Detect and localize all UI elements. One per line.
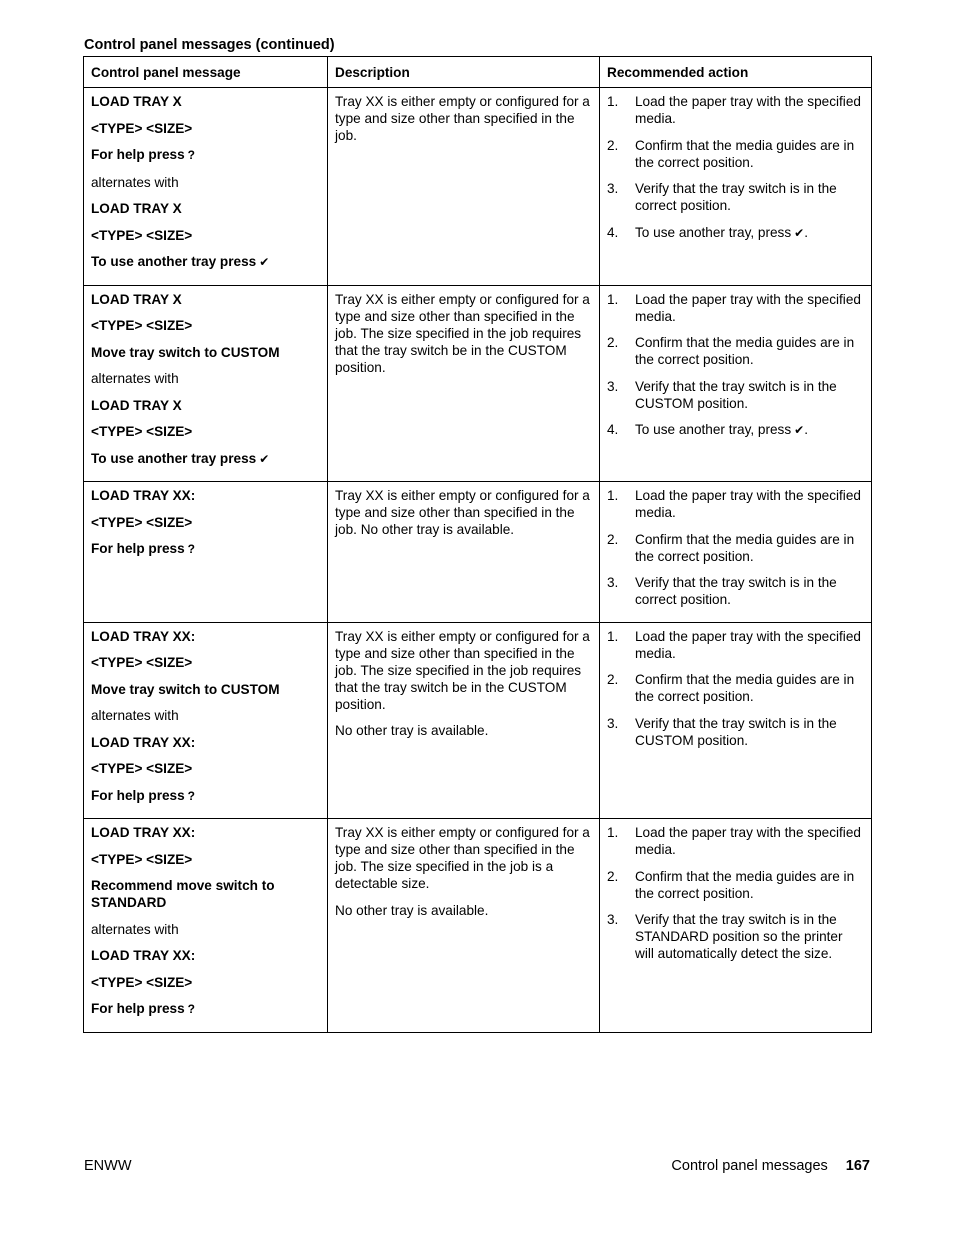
action-item (607, 137, 864, 171)
message-line-text: For help press (91, 787, 185, 803)
action-text: Confirm that the media guides are in the correct position. (635, 335, 855, 367)
action-suffix: . (804, 224, 808, 240)
checkmark-icon: ✔ (259, 255, 270, 269)
message-cell (84, 285, 328, 482)
action-item (607, 824, 864, 858)
message-line-text: To use another tray press (91, 450, 257, 466)
description-cell (328, 819, 600, 1033)
message-line (91, 200, 320, 217)
action-text: Verify that the tray switch is in the STANDARD position so the printer will automatically detect the size. (635, 912, 843, 961)
action-item (607, 93, 864, 127)
action-number: 2. (607, 672, 619, 687)
action-cell (600, 285, 872, 482)
description-paragraph: Tray XX is either empty or configured for a type and size other than specified in the job. The size specified in the job requires that the tray switch be in the CUSTOM position. (335, 628, 590, 712)
action-text: Load the paper tray with the specified media. (635, 94, 861, 126)
action-text: Load the paper tray with the specified media. (635, 628, 861, 661)
message-line-text: LOAD TRAY XX: (91, 948, 196, 963)
message-line (91, 227, 320, 244)
action-list (607, 487, 864, 608)
action-item (607, 378, 864, 412)
message-line-text: For help press (91, 1001, 185, 1016)
action-item (607, 628, 864, 662)
action-text: Confirm that the media guides are in the correct position. (635, 531, 855, 564)
action-number: 2. (607, 868, 619, 884)
description-cell (328, 482, 600, 623)
help-icon: ? (187, 788, 196, 803)
message-line-text: alternates with (91, 708, 179, 723)
message-line (91, 760, 320, 777)
message-line (91, 681, 320, 698)
page-number: 167 (845, 1158, 870, 1174)
message-line (91, 291, 320, 308)
message-line (91, 947, 320, 964)
message-line (91, 540, 320, 558)
header-description: Description (328, 57, 600, 88)
footer-right (671, 1158, 870, 1174)
action-number: 3. (607, 575, 619, 590)
message-line-text: Recommend move switch to STANDARD (91, 878, 275, 910)
message-line (91, 1000, 320, 1018)
action-item (607, 574, 864, 608)
footer-left: ENWW (84, 1158, 132, 1174)
description-paragraph: Tray XX is either empty or configured for a type and size other than specified in the job. The size specified in the job requires that the tray switch be in the CUSTOM position. (335, 291, 590, 375)
message-line-text: LOAD TRAY X (91, 201, 182, 216)
action-item (607, 911, 864, 962)
message-line-text: For help press (91, 541, 185, 556)
action-cell (600, 88, 872, 286)
message-line (91, 487, 320, 504)
message-line (91, 787, 320, 805)
message-line-text: <TYPE> <SIZE> (91, 514, 193, 530)
action-item (607, 421, 864, 439)
action-item (607, 334, 864, 368)
help-icon: ? (187, 148, 196, 162)
message-line (91, 734, 320, 751)
description-paragraph: Tray XX is either empty or configured for a type and size other than specified in the job. The size specified in the job is a detectable size. (335, 825, 590, 891)
action-suffix: . (804, 422, 808, 437)
message-line-text: <TYPE> <SIZE> (91, 851, 193, 867)
message-line (91, 877, 320, 911)
action-number: 1. (607, 825, 619, 840)
message-line (91, 654, 320, 671)
table-row (84, 285, 872, 482)
message-line (91, 146, 320, 164)
message-line (91, 974, 320, 991)
action-number: 4. (607, 224, 619, 240)
action-item (607, 224, 864, 242)
action-text: To use another tray, press (635, 224, 792, 240)
action-cell (600, 819, 872, 1033)
action-item (607, 180, 864, 214)
action-text: To use another tray, press (635, 422, 792, 437)
message-line (91, 317, 320, 334)
action-list (607, 824, 864, 962)
message-line-text: alternates with (91, 371, 179, 386)
action-number: 1. (607, 488, 619, 503)
description-cell (328, 88, 600, 286)
message-line-text: <TYPE> <SIZE> (91, 974, 193, 990)
message-line (91, 851, 320, 868)
message-line-text: Move tray switch to CUSTOM (91, 681, 280, 697)
message-line (91, 174, 320, 191)
message-line (91, 628, 320, 645)
message-line-text: For help press (91, 147, 185, 162)
help-icon: ? (187, 1002, 196, 1016)
message-line-text: <TYPE> <SIZE> (91, 761, 193, 776)
table-row (84, 88, 872, 286)
action-list (607, 291, 864, 440)
action-text: Confirm that the media guides are in the correct position. (635, 672, 855, 704)
action-number: 3. (607, 181, 619, 196)
action-number: 3. (607, 715, 619, 731)
description-paragraph: Tray XX is either empty or configured for a type and size other than specified in the job. No other tray is available. (335, 488, 590, 537)
action-number: 3. (607, 912, 619, 927)
checkmark-icon: ✔ (259, 451, 270, 466)
description-paragraph: No other tray is available. (335, 723, 489, 738)
message-line (91, 514, 320, 531)
action-item (607, 868, 864, 902)
action-item (607, 531, 864, 565)
message-line-text: Move tray switch to CUSTOM (91, 344, 280, 360)
message-line-text: <TYPE> <SIZE> (91, 318, 193, 333)
action-item (607, 291, 864, 325)
message-cell (84, 88, 328, 286)
message-line-text: LOAD TRAY XX: (91, 734, 196, 750)
header-recommended-action: Recommended action (600, 57, 872, 88)
page-title: Control panel messages (continued) (84, 37, 335, 53)
action-item (607, 715, 864, 749)
action-text: Load the paper tray with the specified media. (635, 291, 861, 324)
action-number: 3. (607, 378, 619, 394)
description-cell (328, 285, 600, 482)
table-header-row (84, 57, 872, 88)
action-number: 2. (607, 137, 619, 153)
message-line (91, 93, 320, 110)
message-line (91, 707, 320, 724)
action-text: Verify that the tray switch is in the correct position. (635, 181, 837, 213)
message-line (91, 397, 320, 414)
action-text: Verify that the tray switch is in the CUSTOM position. (635, 715, 837, 748)
footer-section: Control panel messages (671, 1158, 828, 1174)
action-text: Confirm that the media guides are in the correct position. (635, 137, 855, 170)
message-line-text: LOAD TRAY XX: (91, 825, 196, 840)
action-list (607, 93, 864, 242)
action-cell (600, 622, 872, 819)
messages-table (83, 56, 872, 1033)
table-row (84, 622, 872, 819)
message-line (91, 921, 320, 938)
message-line-text: LOAD TRAY X (91, 397, 182, 413)
action-number: 1. (607, 628, 619, 644)
message-line-text: To use another tray press (91, 254, 257, 269)
message-line-text: LOAD TRAY XX: (91, 628, 196, 644)
action-number: 1. (607, 94, 619, 109)
message-line (91, 120, 320, 137)
action-text: Confirm that the media guides are in the correct position. (635, 868, 855, 901)
message-line (91, 824, 320, 841)
action-text: Load the paper tray with the specified media. (635, 488, 861, 520)
header-control-panel-message: Control panel message (84, 57, 328, 88)
message-line-text: LOAD TRAY X (91, 94, 182, 109)
action-number: 2. (607, 531, 619, 547)
message-line-text: alternates with (91, 174, 179, 190)
message-line (91, 450, 320, 468)
message-cell (84, 819, 328, 1033)
description-paragraph: No other tray is available. (335, 902, 489, 918)
message-line-text: <TYPE> <SIZE> (91, 227, 193, 243)
action-text: Load the paper tray with the specified media. (635, 825, 861, 857)
message-line (91, 253, 320, 271)
action-item (607, 487, 864, 521)
table-body (84, 88, 872, 1033)
message-line (91, 344, 320, 361)
message-line-text: alternates with (91, 921, 179, 937)
action-item (607, 671, 864, 705)
message-line-text: <TYPE> <SIZE> (91, 424, 193, 439)
action-text: Verify that the tray switch is in the CUSTOM position. (635, 378, 837, 411)
checkmark-icon: ✔ (794, 423, 805, 437)
action-number: 4. (607, 422, 619, 437)
table-row (84, 482, 872, 623)
message-line (91, 423, 320, 440)
message-line-text: <TYPE> <SIZE> (91, 655, 193, 670)
message-cell (84, 622, 328, 819)
action-text: Verify that the tray switch is in the correct position. (635, 575, 837, 607)
message-line-text: LOAD TRAY XX: (91, 488, 196, 503)
description-paragraph: Tray XX is either empty or configured for a type and size other than specified in the job. (335, 94, 590, 143)
action-cell (600, 482, 872, 623)
checkmark-icon: ✔ (794, 225, 805, 240)
action-number: 2. (607, 335, 619, 350)
description-cell (328, 622, 600, 819)
message-line-text: LOAD TRAY X (91, 291, 182, 307)
table-row (84, 819, 872, 1033)
message-line-text: <TYPE> <SIZE> (91, 120, 193, 136)
help-icon: ? (187, 542, 196, 556)
action-number: 1. (607, 291, 619, 307)
action-list (607, 628, 864, 749)
message-line (91, 370, 320, 387)
message-cell (84, 482, 328, 623)
